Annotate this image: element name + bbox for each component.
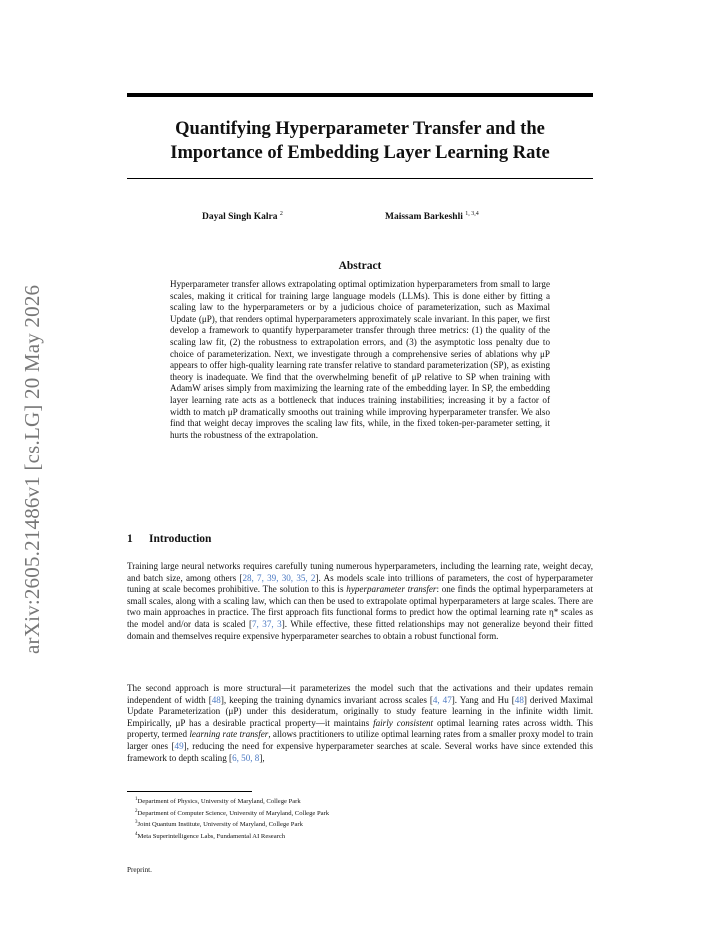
abstract-heading: Abstract [338,260,382,272]
text-span: : one finds the optimal hyperparameters at small scales, along with a scaling law, which can then be used to extrapolate optimal hyperparameters at large scales. There are two main approaches in practice. The first approach fits functional forms to predict how the optimal learning rate η* scales as the model and/or data is scaled [ [127,584,593,629]
text-span: , allows practitioners to utilize optimal learning rates from a smaller proxy model to train larger ones [ [127,729,593,751]
citation-link[interactable]: 4, 47 [432,694,452,705]
section-heading [127,533,211,545]
footnote-1 [135,795,535,807]
author-1-affiliation: 2 [279,211,283,217]
footnote-rule [127,791,252,792]
text-span: ]. While effective, these fitted relationships may not generalize beyond their fitted domain and themselves require expensive hyperparameter searches to obtain a robust functional form. [127,618,593,641]
footnote-mark: 3 [135,820,138,826]
footnote-mark: 1 [135,797,138,802]
paper-title [127,117,593,165]
citation-link[interactable]: 6, 50, 8 [232,752,260,763]
emphasis-text: learning rate transfer [189,729,269,740]
footnotes [135,795,535,841]
text-span: The second approach is more structural—it parameterizes the model such that the activations and their updates remain independent of width [ [127,683,593,705]
citation-link[interactable]: 48 [514,694,524,705]
footnote-text: Meta Superintelligence Labs, Fundamental AI Research [137,832,286,840]
footnote-text: Department of Computer Science, University of Maryland, College Park [137,809,330,817]
emphasis-text: fairly consistent [373,717,434,728]
text-span: Training large neural networks requires carefully tuning numerous hyperparameters, including the learning rate, weight decay, and batch size, among others [ [127,561,593,583]
text-span: ] derived Maximal Update Parameterization (μP) under this desideratum, originally to study feature learning in the infinite width limit. Empirically, μP has a desirable practical property—it maintains [127,694,593,728]
title-top-rule [127,93,593,97]
footnote-text: Joint Quantum Institute, University of Maryland, College Park [137,821,303,829]
preprint-label: Preprint. [127,866,152,874]
text-span: ], [259,752,265,763]
author-2-name: Maissam Barkeshli [385,212,463,223]
author-2 [385,211,479,222]
section-number: 1 [127,533,133,545]
footnote-mark: 4 [135,831,138,837]
title-bottom-rule [127,178,593,179]
section-title: Introduction [149,533,212,545]
footnote-2 [135,807,535,819]
abstract-text: Hyperparameter transfer allows extrapolating optimal optimization hyperparameters from small to large scales, making it critical for training large language models (LLMs). This is done either by fitting a scaling law to the hyperparameters or by a judicious choice of parameterization, such as Maximal Update (μP), that renders optimal hyperparameters approximately scale invariant. In this paper, we first develop a framework to quantify hyperparameter transfer through three metrics: (1) the quality of the scaling law fit, (2) the robustness to extrapolation errors, and (3) the asymptotic loss penalty due to choice of parameterization. Next, we investigate through a comprehensive series of ablations why μP appears to offer high-quality learning rate transfer relative to standard parameterization (SP), as existing theory is inadequate. We find that the overwhelming benefit of μP relative to SP when training with AdamW arises simply from maximizing the learning rate of the embedding layer. In SP, the embedding layer learning rate acts as a bottleneck that induces training instabilities; increasing it by a factor of width to match μP dramatically smooths out training while improving hyperparameter transfer. We also find that weight decay improves the scaling law fits, while, in the fixed token-per-parameter setting, it hurts the robustness of the extrapolation. [170,279,550,440]
citation-link[interactable]: 28, 7, 39, 30, 35, 2 [242,572,316,583]
footnote-4 [135,830,535,842]
emphasis-text: hyperparameter transfer [346,584,437,595]
intro-paragraph-1 [127,561,593,642]
author-2-affiliation: 1, 3,4 [465,211,479,217]
text-span: ]. Yang and Hu [ [451,694,515,705]
text-span: optimal learning rates across width. This property, termed [127,717,593,740]
citation-link[interactable]: 7, 37, 3 [251,618,282,629]
author-1-name: Dayal Singh Kalra [202,212,278,223]
intro-paragraph-2 [127,683,593,764]
title-line-2: Importance of Embedding Layer Learning Rate [170,143,550,163]
text-span: ], keeping the training dynamics invariant across scales [ [220,694,433,705]
text-span: ], reducing the need for expensive hyperparameter searches at scale. Several works have since extended this framework to depth scaling [ [127,740,593,763]
footnote-3 [135,818,535,830]
author-1 [202,211,283,222]
title-line-1: Quantifying Hyperparameter Transfer and the [175,119,545,139]
citation-link[interactable]: 49 [174,740,184,751]
text-span: ]. As models scale into trillions of parameters, the cost of hyperparameter tuning at scale becomes prohibitive. The solution to this is [127,572,594,595]
footnote-mark: 2 [135,808,138,814]
arxiv-identifier: arXiv:2605.21486v1 [cs.LG] 20 May 2026 [20,284,44,654]
footnote-text: Department of Physics, University of Maryland, College Park [137,798,301,806]
citation-link[interactable]: 48 [211,694,221,705]
